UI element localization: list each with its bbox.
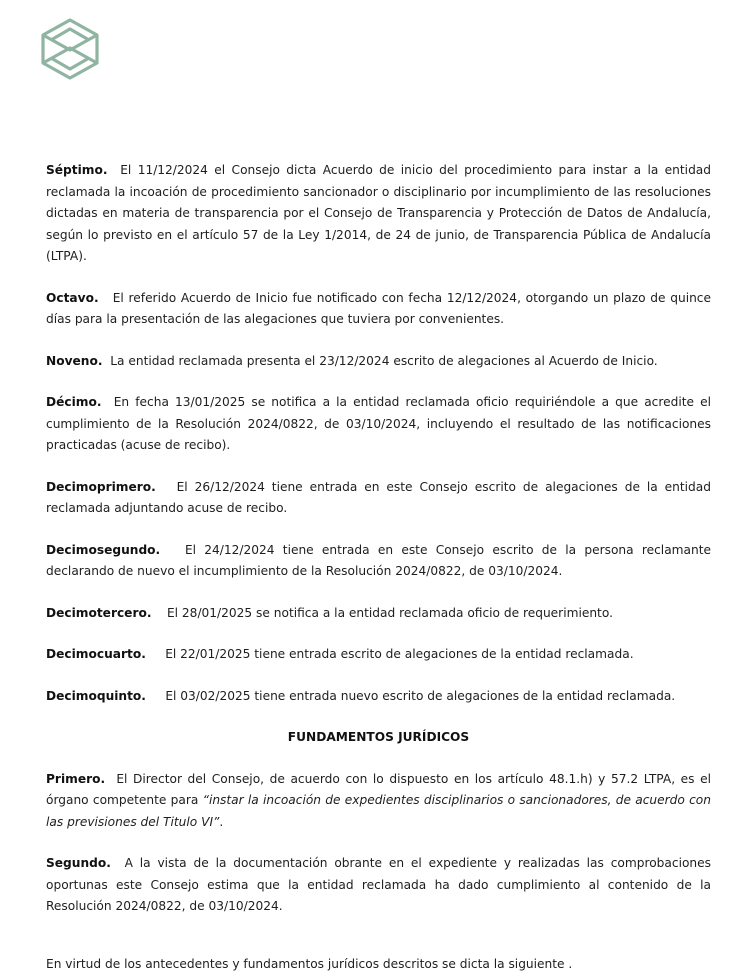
paragraph-octavo [46, 288, 711, 331]
closing-sentence: En virtud de los antecedentes y fundamentos jurídicos descritos se dicta la siguiente . [46, 956, 573, 971]
paragraph-label: Octavo. [46, 290, 99, 305]
paragraph-label: Decimoquinto. [46, 688, 146, 703]
paragraph-text: El 11/12/2024 el Consejo dicta Acuerdo de inicio del procedimiento para instar a la entidad reclamada la incoación de procedimiento sancionador o disciplinario por incumplimiento de las resoluciones dictadas en materia de transparencia por el Consejo de Transparencia y Protección de Datos de Andalucía, según lo previsto en el artículo 57 de la Ley 1/2014, de 24 de junio, de Transparencia Pública de Andalucía (LTPA). [46, 163, 712, 263]
paragraph-text: En fecha 13/01/2025 se notifica a la entidad reclamada oficio requiriéndole a que acredite el cumplimiento de la Resolución 2024/0822, de 03/10/2024, incluyendo el resultado de las notificaciones practicadas (acuse de recibo). [46, 395, 712, 452]
paragraph-label: Segundo. [46, 856, 111, 870]
paragraph-label: Decimocuarto. [46, 647, 146, 661]
paragraph-decimotercero [46, 603, 711, 625]
paragraph-septimo [46, 160, 711, 268]
paragraph-text: El 03/02/2025 tiene entrada nuevo escrito de alegaciones de la entidad reclamada. [165, 688, 676, 703]
paragraph-label: Primero. [46, 771, 106, 786]
paragraph-label: Noveno. [46, 353, 103, 368]
paragraph-text: A la vista de la documentación obrante en el expediente y realizadas las comprobaciones oportunas este Consejo estima que la entidad reclamada ha dado cumplimiento al contenido de la Resolución 2024/0822, de 03/10/2024. [46, 856, 711, 913]
paragraph-label: Décimo. [46, 395, 102, 409]
paragraph-label: Decimotercero. [46, 605, 152, 620]
quoted-text: “instar la incoación de expedientes disciplinarios o sancionadores, de acuerdo con las previsiones del Titulo VI” [46, 793, 711, 829]
document-body [46, 160, 711, 975]
consejo-transparencia-logo [38, 17, 102, 81]
paragraph-label: Decimosegundo. [46, 542, 161, 557]
paragraph-decimo [46, 392, 711, 457]
paragraph-text: La entidad reclamada presenta el 23/12/2024 escrito de alegaciones al Acuerdo de Inicio. [110, 353, 658, 368]
paragraph-text: El 22/01/2025 tiene entrada escrito de alegaciones de la entidad reclamada. [165, 647, 634, 661]
paragraph-text: El 24/12/2024 tiene entrada en este Consejo escrito de la persona reclamante declarando de nuevo el incumplimiento de la Resolución 2024/0822, de 03/10/2024. [46, 542, 711, 578]
paragraph-text: El 26/12/2024 tiene entrada en este Consejo escrito de alegaciones de la entidad reclamada adjuntando acuse de recibo. [46, 479, 712, 515]
paragraph-decimoprimero [46, 477, 711, 520]
paragraph-label: Decimoprimero. [46, 479, 156, 494]
paragraph-decimosegundo [46, 540, 711, 583]
paragraph-text: El referido Acuerdo de Inicio fue notificado con fecha 12/12/2024, otorgando un plazo de quince días para la presentación de las alegaciones que tuviera por convenientes. [46, 290, 712, 326]
paragraph-decimoquinto [46, 686, 711, 708]
paragraph-decimocuarto [46, 644, 711, 666]
paragraph-text: El Director del Consejo, de acuerdo con lo dispuesto en los artículo 48.1.h) y 57.2 LTPA, es el órgano competente para [46, 771, 711, 807]
paragraph-end: . [219, 814, 224, 829]
paragraph-text: El 28/01/2025 se notifica a la entidad reclamada oficio de requerimiento. [166, 605, 613, 620]
fundamento-segundo [46, 853, 711, 918]
fundamento-primero [46, 769, 711, 834]
section-heading: FUNDAMENTOS JURÍDICOS [287, 730, 470, 744]
paragraph-label: Séptimo. [46, 163, 108, 177]
paragraph-noveno [46, 351, 711, 373]
